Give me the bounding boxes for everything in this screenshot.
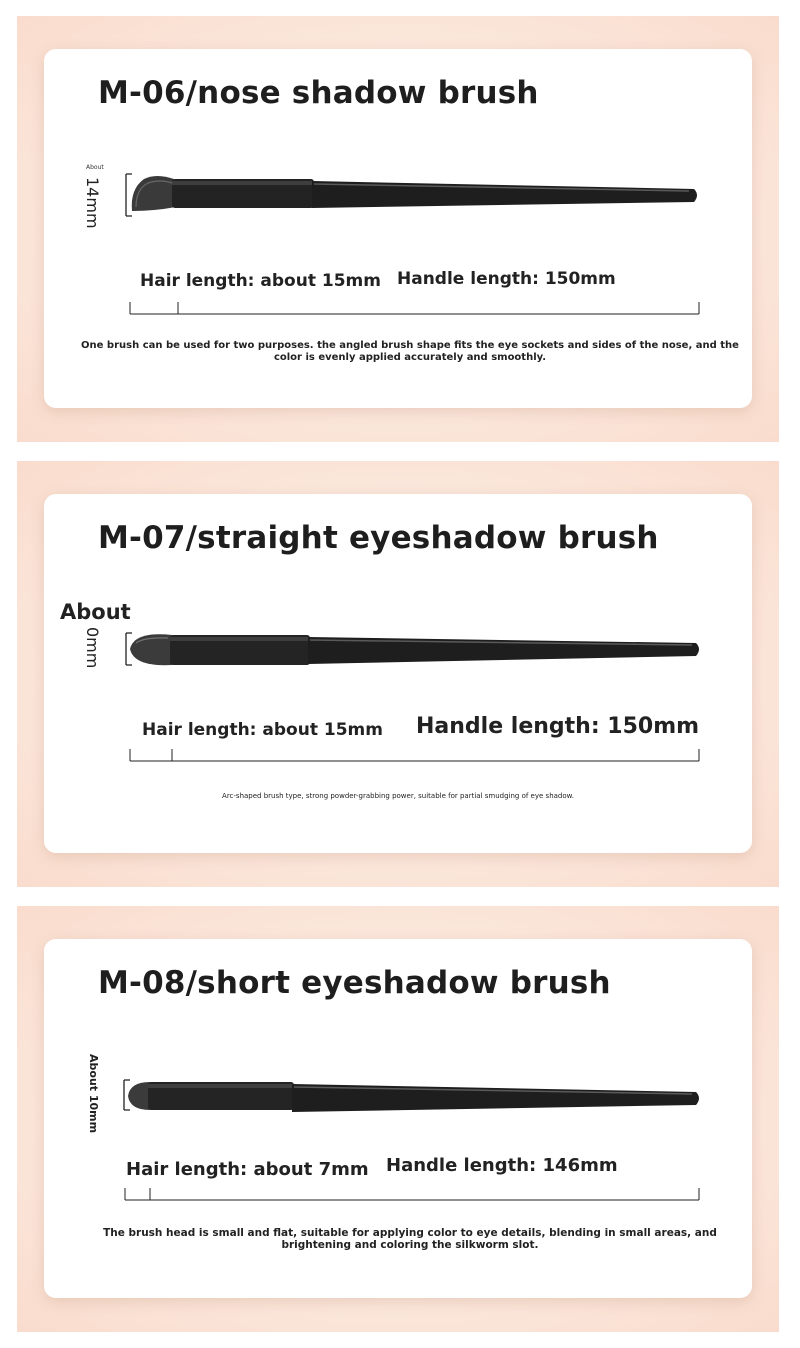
size-value-label: About 10mm (87, 1054, 100, 1134)
brush-image (44, 159, 752, 219)
product-description: The brush head is small and flat, suitable for applying color to eye details, blending in small areas, and brightening and coloring the silkworm slot. (103, 1227, 717, 1252)
size-about-label: About (60, 600, 131, 624)
product-card (44, 49, 752, 408)
handle-length-label: Handle length: 146mm (386, 1155, 618, 1176)
length-scale-line (44, 748, 752, 764)
product-title: M-07/straight eyeshadow brush (98, 520, 659, 556)
product-panel-m06 (17, 16, 779, 442)
product-card (44, 494, 752, 853)
product-card (44, 939, 752, 1298)
brush-image (44, 1076, 752, 1126)
handle-length-label: Handle length: 150mm (397, 269, 616, 289)
size-about-label: About (86, 164, 104, 171)
length-scale-line (44, 1187, 752, 1203)
hair-length-label: Hair length: about 7mm (126, 1159, 369, 1180)
handle-length-label: Handle length: 150mm (416, 714, 700, 739)
product-title: M-08/short eyeshadow brush (98, 965, 611, 1001)
size-value-label: 0mm (83, 627, 102, 669)
product-description: One brush can be used for two purposes. the angled brush shape fits the eye sockets and sides of the nose, and the color is evenly applied accurately and smoothly. (81, 340, 739, 363)
product-description: Arc-shaped brush type, strong powder-grabbing power, suitable for partial smudging of eye shadow. (222, 792, 574, 800)
hair-length-label: Hair length: about 15mm (142, 720, 383, 740)
product-title: M-06/nose shadow brush (98, 75, 539, 111)
product-panel-m08 (17, 906, 779, 1332)
length-scale-line (44, 301, 752, 317)
size-value-label: 14mm (83, 177, 102, 229)
brush-image (44, 627, 752, 677)
product-panel-m07 (17, 461, 779, 887)
hair-length-label: Hair length: about 15mm (140, 271, 381, 291)
